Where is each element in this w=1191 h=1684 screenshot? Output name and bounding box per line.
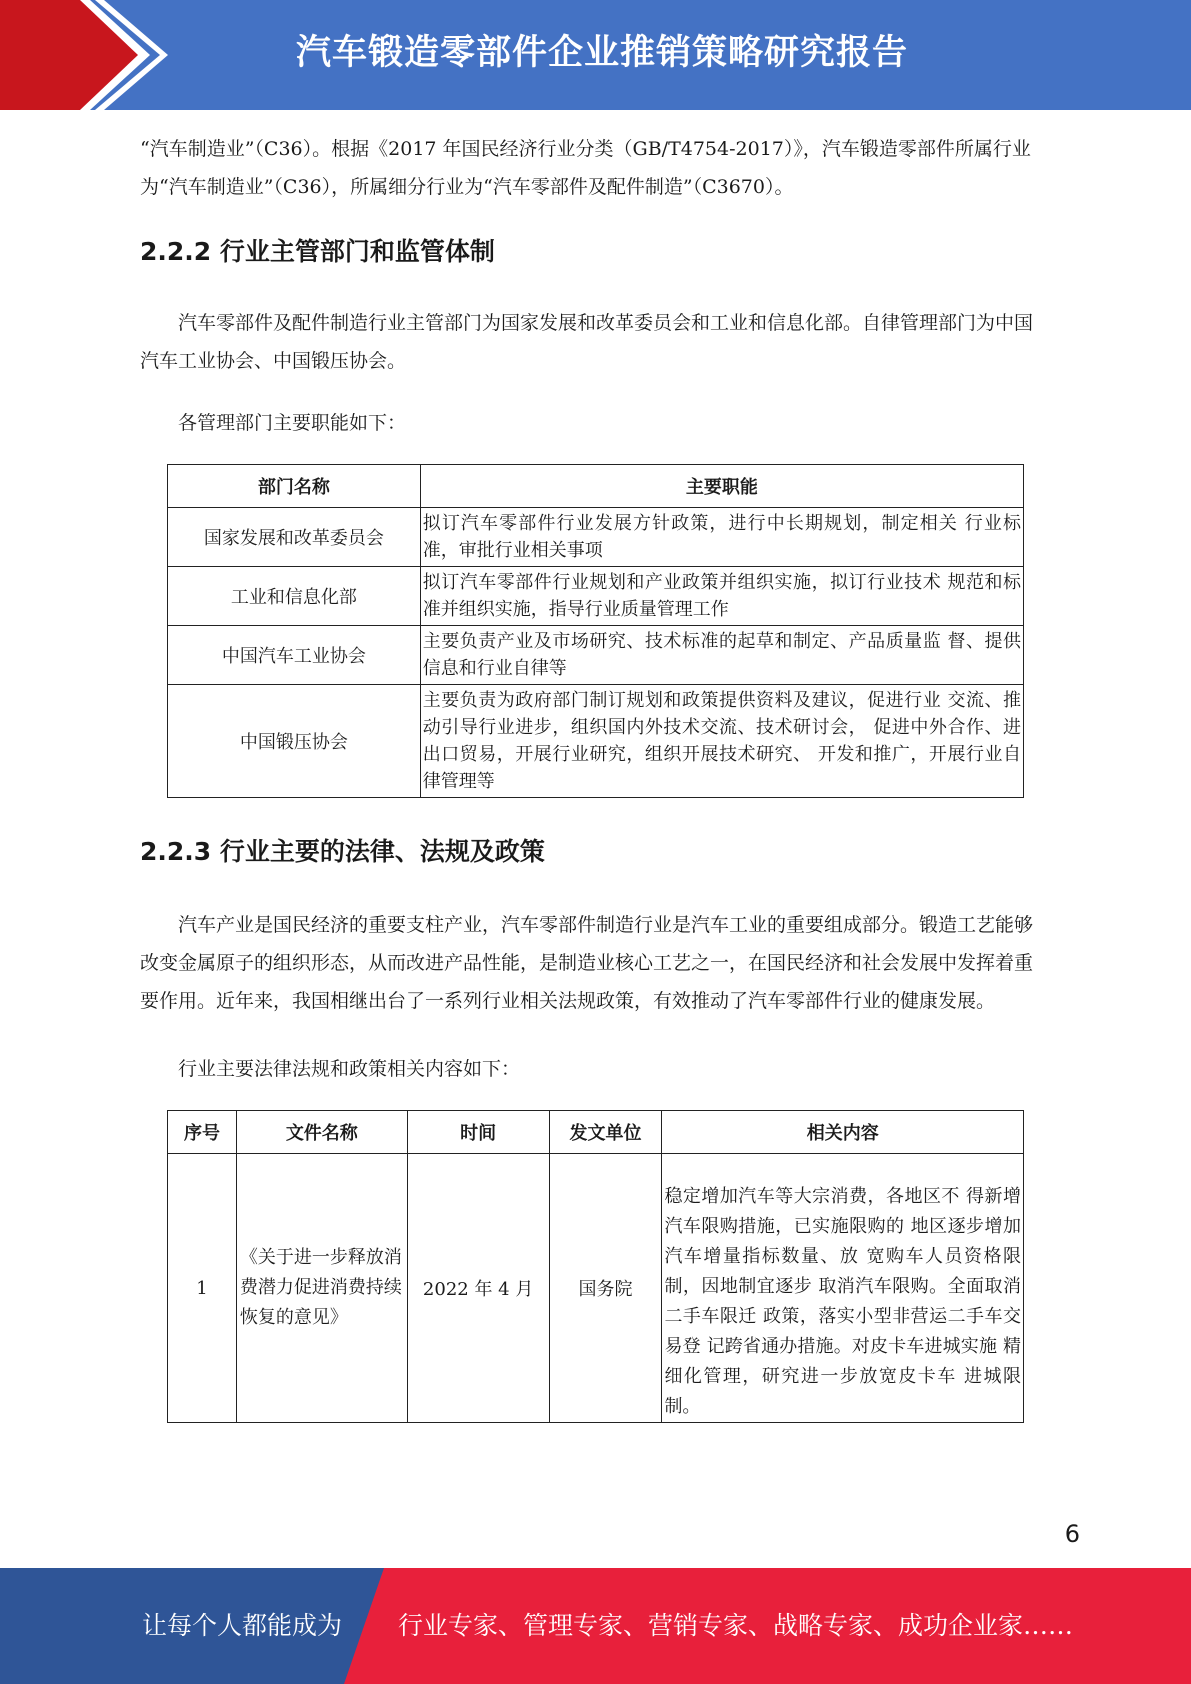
issue-date: 2022 年 4 月 — [407, 1154, 549, 1423]
department-name: 中国锻压协会 — [168, 685, 421, 798]
table-row — [168, 685, 1024, 798]
column-header: 文件名称 — [236, 1111, 407, 1154]
table-row — [168, 567, 1024, 626]
report-title: 汽车锻造零部件企业推销策略研究报告 — [296, 33, 909, 73]
issuing-authority: 国务院 — [549, 1154, 662, 1423]
table-header-row — [168, 465, 1024, 508]
column-header: 部门名称 — [168, 465, 421, 508]
section-heading-2-2-2: 2.2.2 行业主管部门和监管体制 — [140, 237, 495, 266]
department-function: 拟订汽车零部件行业发展方针政策，进行中长期规划，制定相关 行业标准，审批行业相关事项 — [420, 508, 1023, 567]
page-content — [140, 130, 1050, 1423]
department-name: 中国汽车工业协会 — [168, 626, 421, 685]
footer-slogan-left: 让每个人都能成为 — [142, 1611, 343, 1640]
page-footer — [0, 1568, 1191, 1684]
column-header: 序号 — [168, 1111, 237, 1154]
page-number: 6 — [1064, 1520, 1080, 1548]
column-header: 主要职能 — [420, 465, 1023, 508]
table-row — [168, 1154, 1024, 1423]
footer-slogan-right: 行业专家、管理专家、营销专家、战略专家、成功企业家…… — [398, 1611, 1074, 1640]
section-223-lead-in: 行业主要法律法规和政策相关内容如下： — [178, 1058, 521, 1080]
table-row — [168, 508, 1024, 567]
column-header: 时间 — [407, 1111, 549, 1154]
document-name: 《关于进一步释放消费潜力促进消费持续恢复的意见》 — [236, 1154, 407, 1423]
table-header-row — [168, 1111, 1024, 1154]
page-header — [0, 0, 1191, 110]
policies-table — [167, 1110, 1024, 1423]
department-name: 国家发展和改革委员会 — [168, 508, 421, 567]
section-222-paragraph: 汽车零部件及配件制造行业主管部门为国家发展和改革委员会和工业和信息化部。自律管理部门为中国汽车工业协会、中国锻压协会。 — [140, 312, 1034, 372]
section-heading-2-2-3: 2.2.3 行业主要的法律、法规及政策 — [140, 837, 545, 866]
department-function: 主要负责为政府部门制订规划和政策提供资料及建议，促进行业 交流、推动引导行业进步，组织国内外技术交流、技术研讨会， 促进中外合作、进出口贸易，开展行业研究，组织开展技术研究、 开发和推广，开展行业自律管理等 — [420, 685, 1023, 798]
table-row — [168, 626, 1024, 685]
column-header: 相关内容 — [662, 1111, 1024, 1154]
department-name: 工业和信息化部 — [168, 567, 421, 626]
departments-table — [167, 464, 1024, 798]
department-function: 拟订汽车零部件行业规划和产业政策并组织实施，拟订行业技术 规范和标准并组织实施，指导行业质量管理工作 — [420, 567, 1023, 626]
intro-paragraph: “汽车制造业”（C36）。根据《2017 年国民经济行业分类（GB/T4754-2017）》，汽车锻造零部件所属行业为“汽车制造业”（C36），所属细分行业为“汽车零部件及配件制造”（C3670）。 — [140, 138, 1031, 198]
column-header: 发文单位 — [549, 1111, 662, 1154]
policy-content: 稳定增加汽车等大宗消费，各地区不 得新增汽车限购措施，已实施限购的 地区逐步增加汽车增量指标数量、放 宽购车人员资格限制，因地制宜逐步 取消汽车限购。全面取消二手车限迁 政策，落实小型非营运二手车交易登 记跨省通办措施。对皮卡车进城实施 精细化管理，研究进一步放宽皮卡车 进城限制。 — [662, 1154, 1024, 1423]
department-function: 主要负责产业及市场研究、技术标准的起草和制定、产品质量监 督、提供信息和行业自律等 — [420, 626, 1023, 685]
section-222-lead-in: 各管理部门主要职能如下： — [178, 412, 407, 434]
section-223-paragraph: 汽车产业是国民经济的重要支柱产业，汽车零部件制造行业是汽车工业的重要组成部分。锻造工艺能够改变金属原子的组织形态，从而改进产品性能，是制造业核心工艺之一，在国民经济和社会发展中发挥着重要作用。近年来，我国相继出台了一系列行业相关法规政策，有效推动了汽车零部件行业的健康发展。 — [140, 914, 1034, 1012]
row-number: 1 — [168, 1154, 237, 1423]
